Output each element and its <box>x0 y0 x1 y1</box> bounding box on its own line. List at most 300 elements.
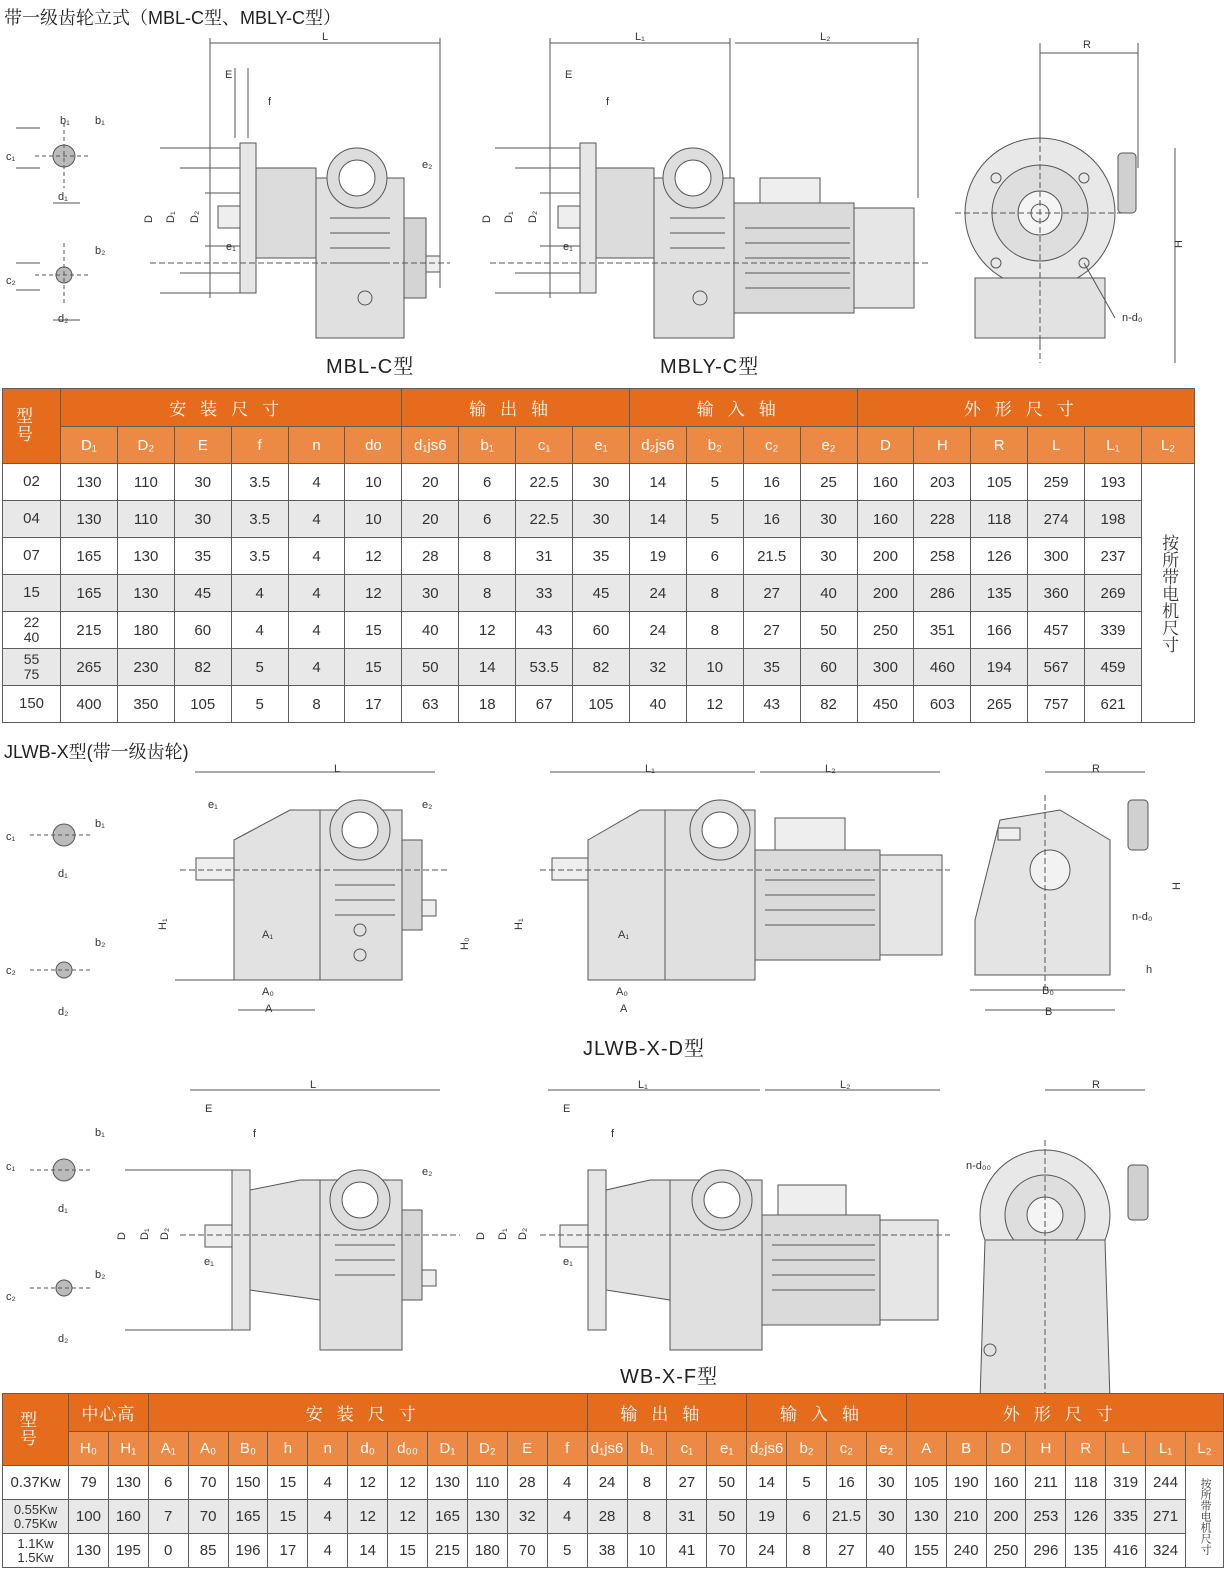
table1-header-12: c₂ <box>743 427 800 464</box>
table-cell: 43 <box>743 686 800 723</box>
svg-text:H₁: H₁ <box>157 918 169 930</box>
table-cell: 5 <box>231 649 288 686</box>
table-cell: 621 <box>1085 686 1142 723</box>
table-cell: 130 <box>61 501 118 538</box>
table2-header-1: H₁ <box>108 1432 148 1466</box>
side-view-foot-drawing-icon <box>970 772 1148 1010</box>
svg-text:A₁: A₁ <box>262 929 274 941</box>
svg-text:h: h <box>1146 964 1153 976</box>
svg-text:E: E <box>225 69 233 81</box>
table-cell: 200 <box>986 1500 1026 1534</box>
table1-header-1: D₂ <box>117 427 174 464</box>
table-cell: 24 <box>629 575 686 612</box>
jlwb-x-drawings <box>0 760 1199 1390</box>
table-cell: 31 <box>667 1500 707 1534</box>
table-cell: 70 <box>707 1534 747 1568</box>
table-cell: 130 <box>69 1534 109 1568</box>
table-cell: 215 <box>428 1534 468 1568</box>
table-cell: 240 <box>946 1534 986 1568</box>
table1-header-14: D <box>857 427 914 464</box>
table1-header-11: b₂ <box>686 427 743 464</box>
table-cell: 250 <box>986 1534 1026 1568</box>
svg-text:D₂: D₂ <box>527 210 539 223</box>
table-cell: 15 <box>388 1534 428 1568</box>
svg-text:f: f <box>268 96 272 108</box>
spec-table-mbl <box>2 388 1195 723</box>
table-cell: 198 <box>1085 501 1142 538</box>
svg-text:e₂: e₂ <box>422 159 433 171</box>
svg-text:b₂: b₂ <box>95 1269 106 1281</box>
table-cell: 110 <box>117 501 174 538</box>
svg-text:H: H <box>1173 240 1185 248</box>
table-cell: 135 <box>971 575 1028 612</box>
table-cell: 8 <box>627 1500 667 1534</box>
table-cell: 200 <box>857 575 914 612</box>
table-cell: 4 <box>288 501 345 538</box>
table2-group-install: 安装尺寸 <box>148 1394 587 1432</box>
table-cell: 16 <box>826 1466 866 1500</box>
table-cell: 110 <box>117 464 174 501</box>
table-cell: 50 <box>800 612 857 649</box>
table-cell: 67 <box>516 686 573 723</box>
svg-text:e₂: e₂ <box>422 1166 433 1178</box>
table-cell: 105 <box>971 464 1028 501</box>
svg-text:f: f <box>253 1128 257 1140</box>
svg-text:A: A <box>265 1003 273 1015</box>
svg-text:L₁: L₁ <box>635 31 645 43</box>
table2-group-input: 输入轴 <box>747 1394 907 1432</box>
svg-text:D₁: D₁ <box>139 1228 151 1240</box>
table-cell: 271 <box>1146 1500 1186 1534</box>
table-cell: 24 <box>587 1466 627 1500</box>
table-cell: 130 <box>428 1466 468 1500</box>
table-cell: 105 <box>906 1466 946 1500</box>
table-row <box>3 1500 1224 1534</box>
table-cell: 215 <box>61 612 118 649</box>
table-cell: 70 <box>188 1500 228 1534</box>
table-cell: 265 <box>61 649 118 686</box>
model-cell: 02 <box>3 464 61 501</box>
table-cell: 196 <box>228 1534 268 1568</box>
wb-x-f-motor-drawing-icon <box>540 1090 950 1350</box>
table-cell: 250 <box>857 612 914 649</box>
svg-text:b₁: b₁ <box>95 115 105 127</box>
svg-text:n-d₀₀: n-d₀₀ <box>966 1160 992 1172</box>
table-cell: 10 <box>345 501 402 538</box>
table-cell: 53.5 <box>516 649 573 686</box>
table-cell: 60 <box>174 612 231 649</box>
table-cell: 25 <box>800 464 857 501</box>
table2-group-output: 输出轴 <box>587 1394 747 1432</box>
table-cell: 259 <box>1028 464 1085 501</box>
svg-text:L₂: L₂ <box>840 1079 851 1091</box>
table1-header-13: e₂ <box>800 427 857 464</box>
table-cell: 105 <box>573 686 630 723</box>
wb-x-f-drawing-icon <box>125 1090 460 1350</box>
table-cell: 28 <box>507 1466 547 1500</box>
shaft-section-2-icon <box>16 243 90 320</box>
table-cell: 35 <box>743 649 800 686</box>
caption-mbly-c: MBLY-C型 <box>660 356 760 378</box>
table-cell: 41 <box>667 1534 707 1568</box>
table-cell: 30 <box>866 1500 906 1534</box>
table-cell: 300 <box>1028 538 1085 575</box>
table-cell: 32 <box>507 1500 547 1534</box>
table1-header-16: R <box>971 427 1028 464</box>
svg-text:d₂: d₂ <box>58 313 69 325</box>
table-cell: 4 <box>288 649 345 686</box>
svg-text:L: L <box>310 1079 317 1091</box>
table1-header-19: L₂ <box>1141 427 1194 464</box>
table-cell: 27 <box>743 575 800 612</box>
shaft-section-1-icon <box>16 123 90 203</box>
table2-header-12: f <box>547 1432 587 1466</box>
table1-header-3: f <box>231 427 288 464</box>
table1-header-15: H <box>914 427 971 464</box>
svg-text:d₂: d₂ <box>58 1006 69 1018</box>
table2-header-22: B <box>946 1432 986 1466</box>
table1-group-output: 输出轴 <box>402 389 630 427</box>
table-cell: 8 <box>459 538 516 575</box>
table-cell: 351 <box>914 612 971 649</box>
table-cell: 130 <box>61 464 118 501</box>
table2-header-18: b₂ <box>787 1432 827 1466</box>
table-cell: 32 <box>629 649 686 686</box>
table-cell: 30 <box>800 501 857 538</box>
table-cell: 43 <box>516 612 573 649</box>
table2-header-8: d₀₀ <box>388 1432 428 1466</box>
table-cell: 7 <box>148 1500 188 1534</box>
table2-header-6: n <box>308 1432 348 1466</box>
svg-text:e₁: e₁ <box>204 1256 214 1268</box>
svg-text:b₁: b₁ <box>95 818 105 830</box>
table-cell: 160 <box>986 1466 1026 1500</box>
table-cell: 130 <box>117 575 174 612</box>
table-cell: 28 <box>587 1500 627 1534</box>
table-cell: 165 <box>228 1500 268 1534</box>
table-cell: 82 <box>573 649 630 686</box>
table-cell: 160 <box>857 501 914 538</box>
table-cell: 126 <box>1066 1500 1106 1534</box>
svg-text:d₂: d₂ <box>58 1333 69 1345</box>
table-cell: 6 <box>459 501 516 538</box>
model-cell: 1.1Kw 1.5Kw <box>3 1534 69 1568</box>
svg-text:E: E <box>205 1103 213 1115</box>
table-cell: 16 <box>743 501 800 538</box>
model-cell: 150 <box>3 686 61 723</box>
svg-text:c₂: c₂ <box>6 1291 16 1303</box>
svg-text:A: A <box>620 1003 628 1015</box>
table-cell: 274 <box>1028 501 1085 538</box>
table1-header-7: b₁ <box>459 427 516 464</box>
model-cell: 07 <box>3 538 61 575</box>
table2-corner: 型 号 <box>3 1394 69 1466</box>
table-cell: 10 <box>627 1534 667 1568</box>
table-cell: 17 <box>268 1534 308 1568</box>
table-cell: 30 <box>573 501 630 538</box>
svg-text:R: R <box>1092 1079 1100 1091</box>
table-cell: 21.5 <box>826 1500 866 1534</box>
table-cell: 5 <box>547 1534 587 1568</box>
table-cell: 40 <box>629 686 686 723</box>
svg-text:e₁: e₁ <box>208 799 218 811</box>
svg-text:c₂: c₂ <box>6 965 16 977</box>
table-cell: 0 <box>148 1534 188 1568</box>
table-cell: 15 <box>345 649 402 686</box>
table-cell: 244 <box>1146 1466 1186 1500</box>
side-view-round-2-drawing-icon <box>980 1090 1148 1400</box>
svg-text:e₁: e₁ <box>563 241 573 253</box>
svg-text:D: D <box>116 1232 128 1240</box>
table1-header-9: e₁ <box>573 427 630 464</box>
table-cell: 126 <box>971 538 1028 575</box>
table-cell: 82 <box>800 686 857 723</box>
table2-header-21: A <box>906 1432 946 1466</box>
svg-text:L: L <box>334 763 341 775</box>
model-cell: 0.55Kw 0.75Kw <box>3 1500 69 1534</box>
table-cell: 14 <box>629 501 686 538</box>
table-cell: 335 <box>1106 1500 1146 1534</box>
model-cell: 0.37Kw <box>3 1466 69 1500</box>
table-cell: 324 <box>1146 1534 1186 1568</box>
svg-text:e₂: e₂ <box>422 799 433 811</box>
table-cell: 22.5 <box>516 464 573 501</box>
table-cell: 237 <box>1085 538 1142 575</box>
table-cell: 4 <box>231 612 288 649</box>
table-row <box>3 649 1195 686</box>
svg-text:d₁: d₁ <box>58 191 68 203</box>
table-cell: 19 <box>629 538 686 575</box>
table-cell: 27 <box>826 1534 866 1568</box>
table-cell: 70 <box>507 1534 547 1568</box>
table-cell: 190 <box>946 1466 986 1500</box>
svg-text:L₁: L₁ <box>638 1079 648 1091</box>
table-cell: 160 <box>857 464 914 501</box>
model-cell: 55 75 <box>3 649 61 686</box>
svg-text:R: R <box>1083 39 1091 51</box>
table2-group-outline: 外形尺寸 <box>906 1394 1223 1432</box>
table-cell: 165 <box>61 575 118 612</box>
table2-header-14: b₁ <box>627 1432 667 1466</box>
model-cell: 04 <box>3 501 61 538</box>
table2-header-17: d₂js6 <box>747 1432 787 1466</box>
table-cell: 180 <box>467 1534 507 1568</box>
table2-header-3: A₀ <box>188 1432 228 1466</box>
table1-corner: 型 号 <box>3 389 61 464</box>
table2-header-26: L <box>1106 1432 1146 1466</box>
motor-size-note: 按所带电机尺寸 <box>1141 464 1194 723</box>
table-cell: 5 <box>787 1466 827 1500</box>
table-cell: 30 <box>866 1466 906 1500</box>
table-cell: 50 <box>707 1466 747 1500</box>
caption-jlwb-x-d: JLWB-X-D型 <box>583 1038 705 1060</box>
table-cell: 253 <box>1026 1500 1066 1534</box>
table-cell: 12 <box>348 1466 388 1500</box>
table-cell: 27 <box>743 612 800 649</box>
svg-text:D₂: D₂ <box>189 210 201 223</box>
table2-header-5: h <box>268 1432 308 1466</box>
svg-text:n-d₀: n-d₀ <box>1122 312 1143 324</box>
table-row <box>3 612 1195 649</box>
table-cell: 12 <box>345 575 402 612</box>
svg-text:b₂: b₂ <box>95 245 106 257</box>
table1-header-5: do <box>345 427 402 464</box>
svg-text:H: H <box>1171 882 1183 890</box>
table-cell: 130 <box>108 1466 148 1500</box>
table-cell: 5 <box>686 464 743 501</box>
svg-text:D: D <box>481 215 493 223</box>
table-cell: 50 <box>707 1500 747 1534</box>
table-cell: 6 <box>787 1500 827 1534</box>
table-cell: 14 <box>747 1466 787 1500</box>
table-cell: 4 <box>308 1534 348 1568</box>
table-cell: 12 <box>345 538 402 575</box>
svg-text:D₂: D₂ <box>159 1227 171 1240</box>
table-cell: 8 <box>459 575 516 612</box>
table-cell: 38 <box>587 1534 627 1568</box>
table-cell: 8 <box>686 612 743 649</box>
table2-header-25: R <box>1066 1432 1106 1466</box>
table-cell: 40 <box>866 1534 906 1568</box>
table1-header-10: d₂js6 <box>629 427 686 464</box>
table-cell: 400 <box>61 686 118 723</box>
table-cell: 40 <box>800 575 857 612</box>
table-cell: 30 <box>402 575 459 612</box>
table-cell: 195 <box>108 1534 148 1568</box>
table2-header-13: d₁js6 <box>587 1432 627 1466</box>
table-cell: 135 <box>1066 1534 1106 1568</box>
table-cell: 20 <box>402 464 459 501</box>
table2-header-16: e₁ <box>707 1432 747 1466</box>
table1-header-0: D₁ <box>61 427 118 464</box>
table-cell: 180 <box>117 612 174 649</box>
table2-group-center-height: 中心高 <box>69 1394 149 1432</box>
table-cell: 118 <box>1066 1466 1106 1500</box>
table2-header-19: c₂ <box>826 1432 866 1466</box>
svg-text:D: D <box>475 1232 487 1240</box>
table2-header-15: c₁ <box>667 1432 707 1466</box>
model-cell: 22 40 <box>3 612 61 649</box>
table-cell: 118 <box>971 501 1028 538</box>
table-cell: 45 <box>174 575 231 612</box>
table-row <box>3 1534 1224 1568</box>
table-cell: 105 <box>174 686 231 723</box>
section1-title: 带一级齿轮立式（MBL-C型、MBLY-C型） <box>4 8 342 28</box>
svg-text:B: B <box>1045 1006 1053 1018</box>
table-cell: 6 <box>459 464 516 501</box>
table2-header-4: B₀ <box>228 1432 268 1466</box>
table-cell: 18 <box>459 686 516 723</box>
table-cell: 20 <box>402 501 459 538</box>
table-cell: 230 <box>117 649 174 686</box>
svg-text:e₁: e₁ <box>226 241 236 253</box>
table-cell: 100 <box>69 1500 109 1534</box>
mbly-c-drawing-icon <box>490 38 930 338</box>
table-cell: 24 <box>629 612 686 649</box>
table-row <box>3 1466 1224 1500</box>
table-cell: 21.5 <box>743 538 800 575</box>
table-cell: 15 <box>268 1500 308 1534</box>
table-cell: 567 <box>1028 649 1085 686</box>
table-cell: 82 <box>174 649 231 686</box>
svg-text:D: D <box>143 215 155 223</box>
table2-header-9: D₁ <box>428 1432 468 1466</box>
table-cell: 15 <box>345 612 402 649</box>
table-cell: 4 <box>547 1500 587 1534</box>
svg-text:R: R <box>1092 763 1100 775</box>
table-cell: 194 <box>971 649 1028 686</box>
svg-text:c₁: c₁ <box>6 1161 16 1173</box>
svg-text:H₀: H₀ <box>459 937 471 950</box>
svg-text:f: f <box>606 96 610 108</box>
table-row <box>3 686 1195 723</box>
table-cell: 258 <box>914 538 971 575</box>
table-cell: 28 <box>402 538 459 575</box>
table-cell: 4 <box>288 612 345 649</box>
table-cell: 8 <box>787 1534 827 1568</box>
svg-text:D₁: D₁ <box>503 211 515 223</box>
svg-text:H₁: H₁ <box>513 918 525 930</box>
table-cell: 457 <box>1028 612 1085 649</box>
svg-text:D₂: D₂ <box>517 1227 529 1240</box>
svg-text:A₁: A₁ <box>618 929 630 941</box>
table2-header-11: E <box>507 1432 547 1466</box>
svg-text:D₁: D₁ <box>497 1228 509 1240</box>
table2-header-27: L₁ <box>1146 1432 1186 1466</box>
svg-text:c₁: c₁ <box>6 831 16 843</box>
svg-text:b₁: b₁ <box>95 1127 105 1139</box>
table-cell: 4 <box>288 575 345 612</box>
svg-text:d₁: d₁ <box>58 868 68 880</box>
table1-header-4: n <box>288 427 345 464</box>
table-cell: 130 <box>467 1500 507 1534</box>
table1-group-install: 安装尺寸 <box>61 389 402 427</box>
table-cell: 3.5 <box>231 464 288 501</box>
table-cell: 19 <box>747 1500 787 1534</box>
table-cell: 339 <box>1085 612 1142 649</box>
table-cell: 79 <box>69 1466 109 1500</box>
table-cell: 10 <box>686 649 743 686</box>
table-cell: 200 <box>857 538 914 575</box>
svg-text:L₂: L₂ <box>825 763 836 775</box>
table2-header-2: A₁ <box>148 1432 188 1466</box>
table-cell: 300 <box>857 649 914 686</box>
svg-text:f: f <box>611 1128 615 1140</box>
table-row <box>3 538 1195 575</box>
table-cell: 4 <box>308 1500 348 1534</box>
table-cell: 24 <box>747 1534 787 1568</box>
table-cell: 30 <box>573 464 630 501</box>
table-cell: 155 <box>906 1534 946 1568</box>
table2-header-20: e₂ <box>866 1432 906 1466</box>
mbl-c-drawing-icon <box>150 38 450 338</box>
table-cell: 228 <box>914 501 971 538</box>
table-cell: 450 <box>857 686 914 723</box>
table-cell: 203 <box>914 464 971 501</box>
table-cell: 30 <box>174 501 231 538</box>
table-cell: 150 <box>228 1466 268 1500</box>
table-cell: 350 <box>117 686 174 723</box>
table-cell: 210 <box>946 1500 986 1534</box>
table-cell: 416 <box>1106 1534 1146 1568</box>
svg-text:L₁: L₁ <box>645 763 655 775</box>
table-cell: 12 <box>459 612 516 649</box>
table-cell: 85 <box>188 1534 228 1568</box>
table-cell: 63 <box>402 686 459 723</box>
svg-text:L: L <box>322 31 329 43</box>
svg-text:A₀: A₀ <box>262 986 274 998</box>
table2-header-7: d₀ <box>348 1432 388 1466</box>
